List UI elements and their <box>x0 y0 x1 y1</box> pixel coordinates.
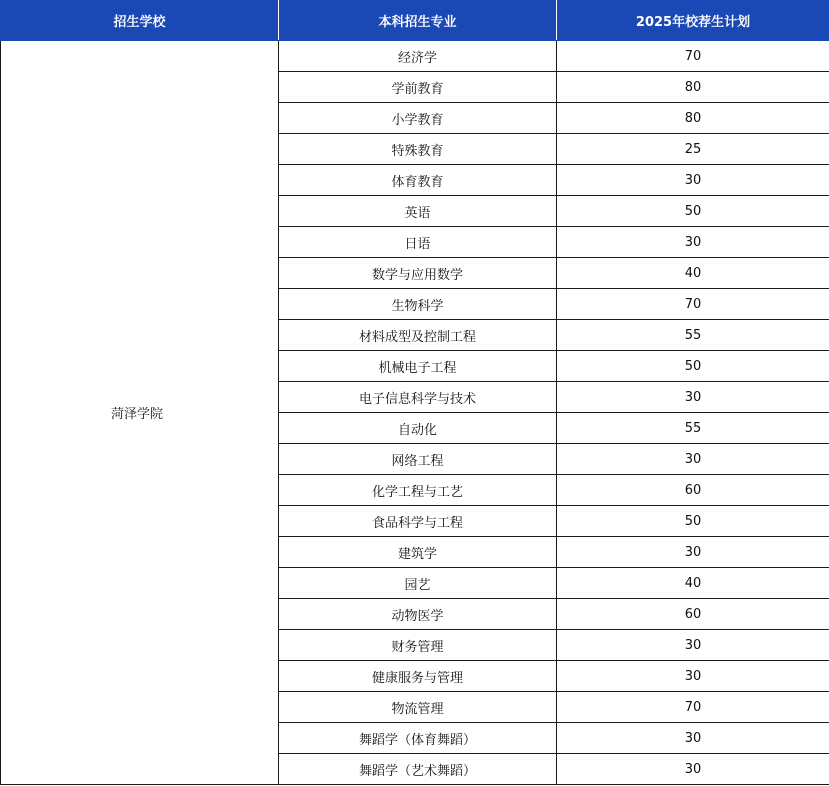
plan-count-cell: 30 <box>557 227 829 258</box>
plan-count-cell: 30 <box>557 382 829 413</box>
major-cell: 化学工程与工艺 <box>279 475 557 506</box>
table-header-row <box>1 1 829 41</box>
plan-count-cell: 70 <box>557 41 829 72</box>
major-cell: 园艺 <box>279 568 557 599</box>
plan-count-cell: 30 <box>557 165 829 196</box>
major-cell: 舞蹈学（体育舞蹈） <box>279 723 557 754</box>
major-cell: 体育教育 <box>279 165 557 196</box>
plan-count-cell: 50 <box>557 351 829 382</box>
school-name-cell: 菏泽学院 <box>1 41 279 785</box>
plan-count-cell: 50 <box>557 196 829 227</box>
plan-count-cell: 60 <box>557 475 829 506</box>
plan-count-cell: 25 <box>557 134 829 165</box>
plan-count-cell: 30 <box>557 444 829 475</box>
plan-count-cell: 30 <box>557 537 829 568</box>
major-cell: 日语 <box>279 227 557 258</box>
plan-count-cell: 30 <box>557 754 829 785</box>
header-school: 招生学校 <box>1 1 279 41</box>
major-cell: 生物科学 <box>279 289 557 320</box>
header-plan: 2025年校荐生计划 <box>557 1 829 41</box>
major-cell: 舞蹈学（艺术舞蹈） <box>279 754 557 785</box>
major-cell: 食品科学与工程 <box>279 506 557 537</box>
major-cell: 材料成型及控制工程 <box>279 320 557 351</box>
major-cell: 机械电子工程 <box>279 351 557 382</box>
plan-count-cell: 55 <box>557 413 829 444</box>
major-cell: 特殊教育 <box>279 134 557 165</box>
major-cell: 经济学 <box>279 41 557 72</box>
plan-count-cell: 70 <box>557 289 829 320</box>
plan-count-cell: 50 <box>557 506 829 537</box>
major-cell: 小学教育 <box>279 103 557 134</box>
major-cell: 财务管理 <box>279 630 557 661</box>
plan-count-cell: 80 <box>557 72 829 103</box>
major-cell: 建筑学 <box>279 537 557 568</box>
plan-count-cell: 40 <box>557 568 829 599</box>
major-cell: 动物医学 <box>279 599 557 630</box>
major-cell: 自动化 <box>279 413 557 444</box>
major-cell: 网络工程 <box>279 444 557 475</box>
header-major: 本科招生专业 <box>279 1 557 41</box>
plan-count-cell: 40 <box>557 258 829 289</box>
major-cell: 健康服务与管理 <box>279 661 557 692</box>
plan-count-cell: 30 <box>557 630 829 661</box>
major-cell: 电子信息科学与技术 <box>279 382 557 413</box>
table-row <box>1 41 829 72</box>
plan-count-cell: 60 <box>557 599 829 630</box>
plan-count-cell: 70 <box>557 692 829 723</box>
major-cell: 英语 <box>279 196 557 227</box>
major-cell: 数学与应用数学 <box>279 258 557 289</box>
plan-count-cell: 30 <box>557 723 829 754</box>
plan-count-cell: 80 <box>557 103 829 134</box>
major-cell: 学前教育 <box>279 72 557 103</box>
table-body <box>1 41 829 785</box>
plan-count-cell: 30 <box>557 661 829 692</box>
major-cell: 物流管理 <box>279 692 557 723</box>
plan-count-cell: 55 <box>557 320 829 351</box>
